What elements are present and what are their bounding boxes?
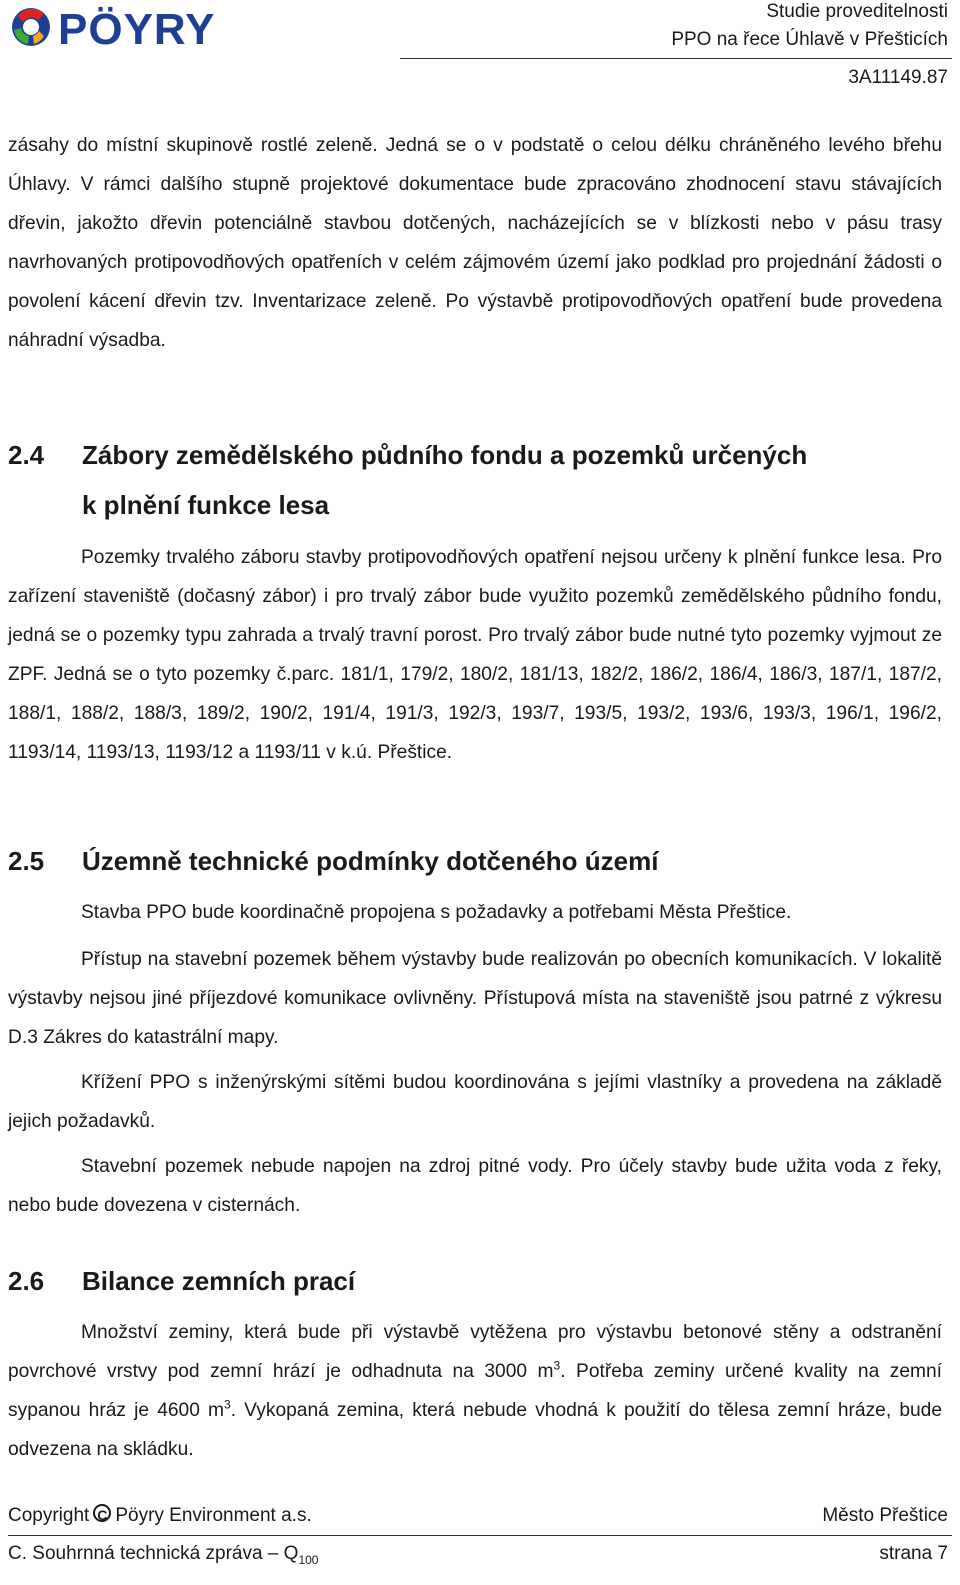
heading-title-line1: Zábory zemědělského půdního fondu a pozemků určených <box>82 440 808 470</box>
heading-title: Bilance zemních prací <box>82 1266 356 1296</box>
header-project-title: PPO na řece Úhlavě v Přešticích <box>671 29 948 50</box>
footer-copyright: Copyright C Pöyry Environment a.s. <box>8 1505 312 1526</box>
poyry-logo <box>8 2 288 52</box>
paragraph-2-4-land-use: Pozemky trvalého záboru stavby protipovodňových opatření nejsou určeny k plnění funkce lesa. Pro zařízení staveniště (dočasný zábor) i pro trvalý zábor bude využito pozemků zemědělského půdního fondu, jedná se o pozemky typu zahrada a trvalý travní porost. Pro trvalý zábor bude nutné tyto pozemky vyjmout ze ZPF. Jedná se o tyto pozemky č.parc. 181/1, 179/2, 180/2, 181/13, 182/2, 186/2, 186/4, 186/3, 187/1, 187/2, 188/1, 188/2, 188/3, 189/2, 190/2, 191/4, 191/3, 192/3, 193/7, 193/5, 193/2, 193/6, 193/3, 196/1, 196/2, 1193/14, 1193/13, 1193/12 a 1193/11 v k.ú. Přeštice. <box>8 547 942 763</box>
heading-title: Územně technické podmínky dotčeného území <box>82 846 659 876</box>
paragraph-intro: zásahy do místní skupinově rostlé zeleně. Jedná se o v podstatě o celou délku chráněného levého břehu Úhlavy. V rámci dalšího stupně projektové dokumentace bude zpracováno zhodnocení stavu stávajících dřevin, jakožto dřevin potenciálně stavbou dotčených, nacházejících se v blízkosti nebo v pásu trasy navrhovaných protipovodňových opatřeních v celém zájmovém území jako podklad pro projednání žádosti o povolení kácení dřevin tzv. Inventarizace zeleně. Po výstavbě protipovodňových opatření bude provedena náhradní výsadba. <box>8 135 942 351</box>
paragraph-2-5-coordination: Stavba PPO bude koordinačně propojena s požadavky a potřebami Města Přeštice. <box>81 902 792 923</box>
footer-page-number: strana 7 <box>879 1543 948 1564</box>
paragraph-2-5-utilities: Křížení PPO s inženýrskými sítěmi budou koordinována s jejími vlastníky a provedena na základě jejich požadavků. <box>8 1072 942 1132</box>
header-divider <box>400 58 952 59</box>
header-study-type: Studie proveditelnosti <box>766 1 948 22</box>
paragraph-2-5-access: Přístup na stavební pozemek během výstavby bude realizován po obecních komunikacích. V lokalitě výstavby nejsou jiné příjezdové komunikace ovlivněny. Přístupová místa na staveniště jsou patrné z výkresu D.3 Zákres do katastrální mapy. <box>8 949 942 1048</box>
heading-number: 2.4 <box>8 440 45 470</box>
copyright-icon: C <box>93 1504 111 1522</box>
logo-text: PÖYRY <box>58 5 216 52</box>
header-project-number: 3A11149.87 <box>848 67 948 88</box>
heading-number: 2.6 <box>8 1266 45 1296</box>
footer-document-title: C. Souhrnná technická zpráva – $Q_{100}$ <box>8 1543 319 1567</box>
heading-title-line2: k plnění funkce lesa <box>82 490 330 520</box>
heading-2-4 <box>8 430 807 530</box>
paragraph-2-5-water: Stavební pozemek nebude napojen na zdroj pitné vody. Pro účely stavby bude užita voda z řeky, nebo bude dovezena v cisternách. <box>8 1156 942 1216</box>
footer-client: Město Přeštice <box>822 1505 948 1526</box>
heading-2-6 <box>8 1256 355 1306</box>
footer-divider <box>8 1535 952 1536</box>
heading-2-5 <box>8 836 658 886</box>
heading-number: 2.5 <box>8 846 45 876</box>
paragraph-2-6-earthworks: Množství zeminy, která bude při výstavbě vytěžena pro výstavbu betonové stěny a odstranění povrchové vrstvy pod zemní hrází je odhadnuta na 3000 $m^3$. Potřeba zeminy určené kvality na zemní sypanou hráz je 4600 $m^3$. Vykopaná zemina, která nebude vhodná k použití do tělesa zemní hráze, bude odvezena na skládku. <box>8 1322 943 1460</box>
